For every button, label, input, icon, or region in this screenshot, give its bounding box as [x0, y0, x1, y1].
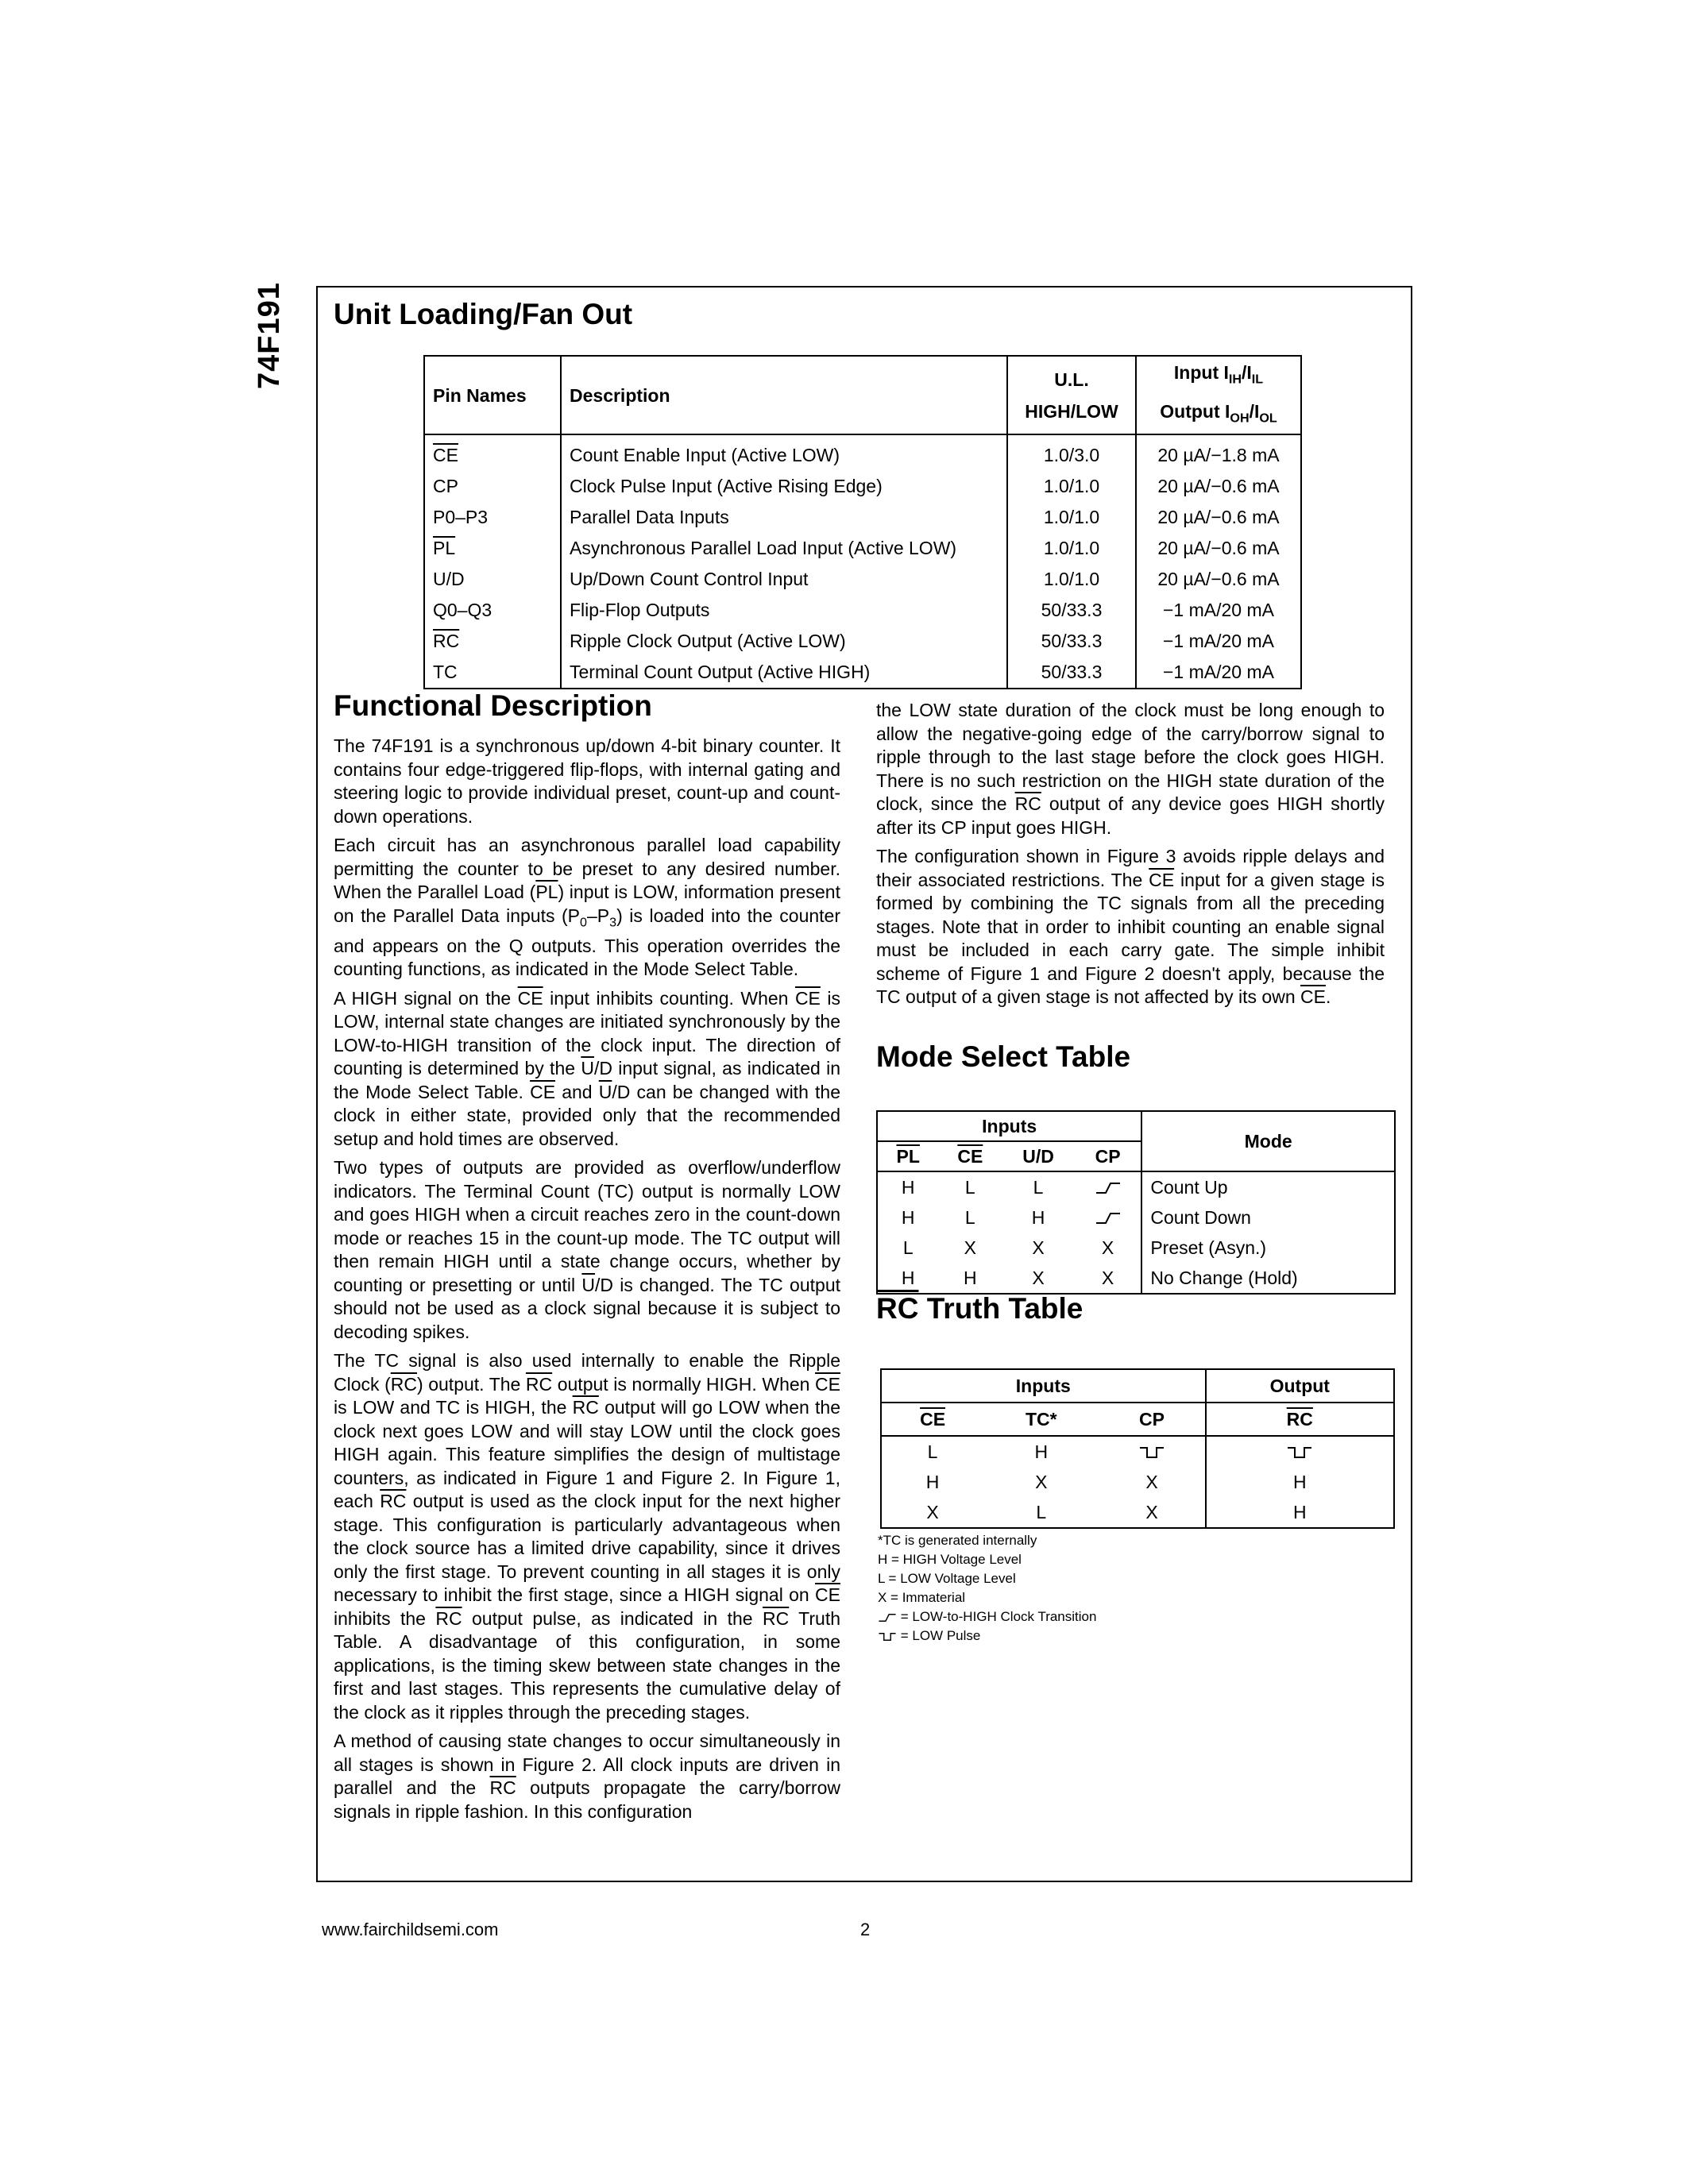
pin-ul: 1.0/3.0: [1007, 434, 1136, 471]
pin-description: Flip-Flop Outputs: [561, 595, 1007, 626]
note: H = HIGH Voltage Level: [878, 1552, 1022, 1567]
pin-ul: 50/33.3: [1007, 626, 1136, 657]
table-row: H H X X No Change (Hold): [877, 1263, 1395, 1294]
output-header: Output: [1206, 1369, 1394, 1403]
header-ul: U.L. HIGH/LOW: [1007, 356, 1136, 434]
inputs-header: Inputs: [877, 1111, 1141, 1141]
paragraph: the LOW state duration of the clock must be long enough to allow the negative-going edge of the carry/borrow signal to ripple through to the last stage before the clock goes HIGH. There is no such restriction on the HIGH state duration of the clock, since the $\overline{RC}$ output of any device goes HIGH shortly after its CP input goes HIGH.: [876, 700, 1385, 838]
pin-io: −1 mA/20 mA: [1163, 662, 1274, 683]
rising-edge-icon: [1095, 1211, 1122, 1225]
rising-edge-icon: [878, 1612, 897, 1623]
functional-description-right-column: [876, 699, 1385, 1015]
pin-name: $\overline{RC}$: [433, 631, 460, 652]
paragraph: The TC signal is also used internally to enable the Ripple Clock $(\overline{RC})$ output. The $\overline{RC}$ output is normally HIGH. When $\overline{CE}$ is LOW and TC is HIGH, the $\overline{RC}$ output will go LOW when the clock next goes LOW and will stay LOW until the clock goes HIGH again. This feature simplifies the design of multistage counters, as indicated in Figure 1 and Figure 2. In Figure 1, each $\overline{RC}$ output is used as the clock input for the next higher stage. This configuration is particularly advantageous when the clock source has a limited drive capability, since it drives only the first stage. To prevent counting in all stages it is only necessary to inhibit the first stage, since a HIGH signal on $\overline{CE}$ inhibits the $\overline{RC}$ output pulse, as indicated in the $\overline{RC}$ Truth Table. A disadvantage of this configuration, in some applications, is the timing skew between state changes in the first and last stages. This represents the cumulative delay of the clock as it ripples through the preceding stages.: [334, 1350, 840, 1723]
pin-io: −1 mA/20 mA: [1163, 631, 1274, 652]
note: = LOW-to-HIGH Clock Transition: [878, 1607, 1096, 1626]
pin-ul: 1.0/1.0: [1007, 502, 1136, 533]
table-row: [424, 533, 1301, 564]
pin-name: $\overline{CE}$: [433, 445, 458, 466]
inputs-header: Inputs: [881, 1369, 1206, 1403]
paragraph: Two types of outputs are provided as overflow/underflow indicators. The Terminal Count (TC) output is normally LOW and goes HIGH when a circuit reaches zero in the count-down mode or reaches 15 in the count-up mode. The TC output will then remain HIGH until a state change occurs, whether by counting or presetting or until $\overline{U}/D$ is changed. The TC output should not be used as a clock signal because it is subject to decoding spikes.: [334, 1157, 840, 1342]
rc-truth-table-heading: RC Truth Table: [876, 1292, 1083, 1325]
col-ud: U/D: [1022, 1145, 1054, 1167]
functional-description-heading: Functional Description: [334, 689, 652, 722]
pin-description: Count Enable Input (Active LOW): [561, 434, 1007, 471]
col-ce: $\overline{CE}$: [920, 1408, 946, 1430]
header-pin-names: Pin Names: [424, 356, 561, 434]
pin-name: $\overline{PL}$: [433, 538, 456, 559]
note: X = Immaterial: [878, 1590, 966, 1605]
low-pulse-icon: [1286, 1445, 1313, 1460]
pin-name: Q0–Q3: [424, 595, 561, 626]
unit-loading-heading: Unit Loading/Fan Out: [334, 298, 633, 330]
note: *TC is generated internally: [878, 1533, 1037, 1548]
table-row: [424, 502, 1301, 533]
table-row: [424, 595, 1301, 626]
col-cp: CP: [1099, 1403, 1205, 1436]
mode-select-heading: Mode Select Table: [876, 1040, 1131, 1073]
footer-url: www.fairchildsemi.com: [322, 1920, 499, 1939]
paragraph: Each circuit has an asynchronous parallel load capability permitting the counter to be preset to any desired number. When the Parallel Load $(\overline{PL})$ input is LOW, information present on the Parallel Data inputs $(P_0-P_3)$ is loaded into the counter and appears on the Q outputs. This operation overrides the counting functions, as indicated in the Mode Select Table.: [334, 835, 840, 980]
pin-io: 20 µA/−0.6 mA: [1157, 507, 1280, 528]
rising-edge-icon: [1095, 1181, 1122, 1195]
table-row: [424, 564, 1301, 595]
pin-io: 20 µA/−0.6 mA: [1157, 476, 1280, 497]
paragraph: The configuration shown in Figure 3 avoids ripple delays and their associated restrictions. The $\overline{CE}$ input for a given stage is formed by combining the TC signals from all the preceding stages. Note that in order to inhibit counting an enable signal must be included in each carry gate. The simple inhibit scheme of Figure 1 and Figure 2 doesn't apply, because the TC output of a given stage is not affected by its own $\overline{CE}$.: [876, 846, 1385, 1007]
table-row: [424, 434, 1301, 471]
table-row: H X X H: [881, 1467, 1394, 1497]
table-row: [424, 471, 1301, 502]
paragraph: A HIGH signal on the $\overline{CE}$ input inhibits counting. When $\overline{CE}$ is LOW, internal state changes are initiated synchronously by the LOW-to-HIGH transition of the clock input. The direction of counting is determined by the $\overline{U}/D$ input signal, as indicated in the Mode Select Table. $\overline{CE}$ and $\overline{U}/D$ can be changed with the clock in either state, provided only that the recommended setup and hold times are observed.: [334, 987, 841, 1149]
pin-description: Clock Pulse Input (Active Rising Edge): [561, 471, 1007, 502]
table-row: L H: [881, 1436, 1394, 1467]
pin-io: 20 µA/−0.6 mA: [1157, 538, 1280, 559]
pin-name: U/D: [424, 564, 561, 595]
col-cp: CP: [1075, 1141, 1142, 1171]
pin-description: Asynchronous Parallel Load Input (Active LOW): [561, 533, 1007, 564]
col-tc: TC*: [983, 1403, 1099, 1436]
pin-description: Terminal Count Output (Active HIGH): [561, 657, 1007, 689]
truth-table-notes: [878, 1531, 1096, 1646]
page-number: 2: [860, 1920, 871, 1939]
table-row: L X X X Preset (Asyn.): [877, 1233, 1395, 1263]
pin-io: 20 µA/−1.8 mA: [1157, 445, 1280, 466]
pin-name: P0–P3: [424, 502, 561, 533]
col-ce: $\overline{CE}$: [957, 1145, 983, 1167]
table-row: H L L Count Up: [877, 1171, 1395, 1202]
col-rc: $\overline{RC}$: [1286, 1408, 1313, 1430]
rc-truth-table: [880, 1368, 1395, 1529]
pin-ul: 1.0/1.0: [1007, 564, 1136, 595]
low-pulse-icon: [1138, 1445, 1165, 1460]
col-pl: $\overline{PL}$: [896, 1145, 920, 1167]
pin-ul: 50/33.3: [1007, 595, 1136, 626]
low-pulse-icon: [878, 1631, 897, 1642]
pin-name: CP: [424, 471, 561, 502]
pin-description: Up/Down Count Control Input: [561, 564, 1007, 595]
table-row: X L X H: [881, 1497, 1394, 1528]
pin-ul: 50/33.3: [1007, 657, 1136, 689]
pin-io: 20 µA/−0.6 mA: [1157, 569, 1280, 590]
pin-description: Ripple Clock Output (Active LOW): [561, 626, 1007, 657]
note: = LOW Pulse: [878, 1626, 1096, 1646]
pin-ul: 1.0/1.0: [1007, 471, 1136, 502]
paragraph: The 74F191 is a synchronous up/down 4-bit binary counter. It contains four edge-triggered flip-flops, with internal gating and steering logic to provide individual preset, count-up and count-down operations.: [334, 735, 840, 827]
part-number-side-label: 74F191: [253, 282, 286, 389]
table-row: H L H Count Down: [877, 1202, 1395, 1233]
mode-header: Mode: [1141, 1111, 1395, 1171]
pin-ul: 1.0/1.0: [1007, 533, 1136, 564]
header-input-output-current: Input $I_{IH}/I_{IL}$ Output $I_{OH}/I_{OL}$: [1136, 356, 1301, 434]
table-row: [424, 626, 1301, 657]
pin-io: −1 mA/20 mA: [1163, 600, 1274, 621]
table-row: [424, 657, 1301, 689]
header-description: Description: [561, 356, 1007, 434]
pin-description: Parallel Data Inputs: [561, 502, 1007, 533]
functional-description-left-column: [334, 735, 840, 1829]
note: L = LOW Voltage Level: [878, 1571, 1016, 1586]
pin-name: TC: [424, 657, 561, 689]
unit-loading-table: [423, 355, 1302, 689]
mode-select-table: [876, 1110, 1396, 1295]
paragraph: A method of causing state changes to occur simultaneously in all stages is shown in Figure 2. All clock inputs are driven in parallel and the $\overline{RC}$ outputs propagate the carry/borrow signals in ripple fashion. In this configuration: [334, 1731, 840, 1822]
